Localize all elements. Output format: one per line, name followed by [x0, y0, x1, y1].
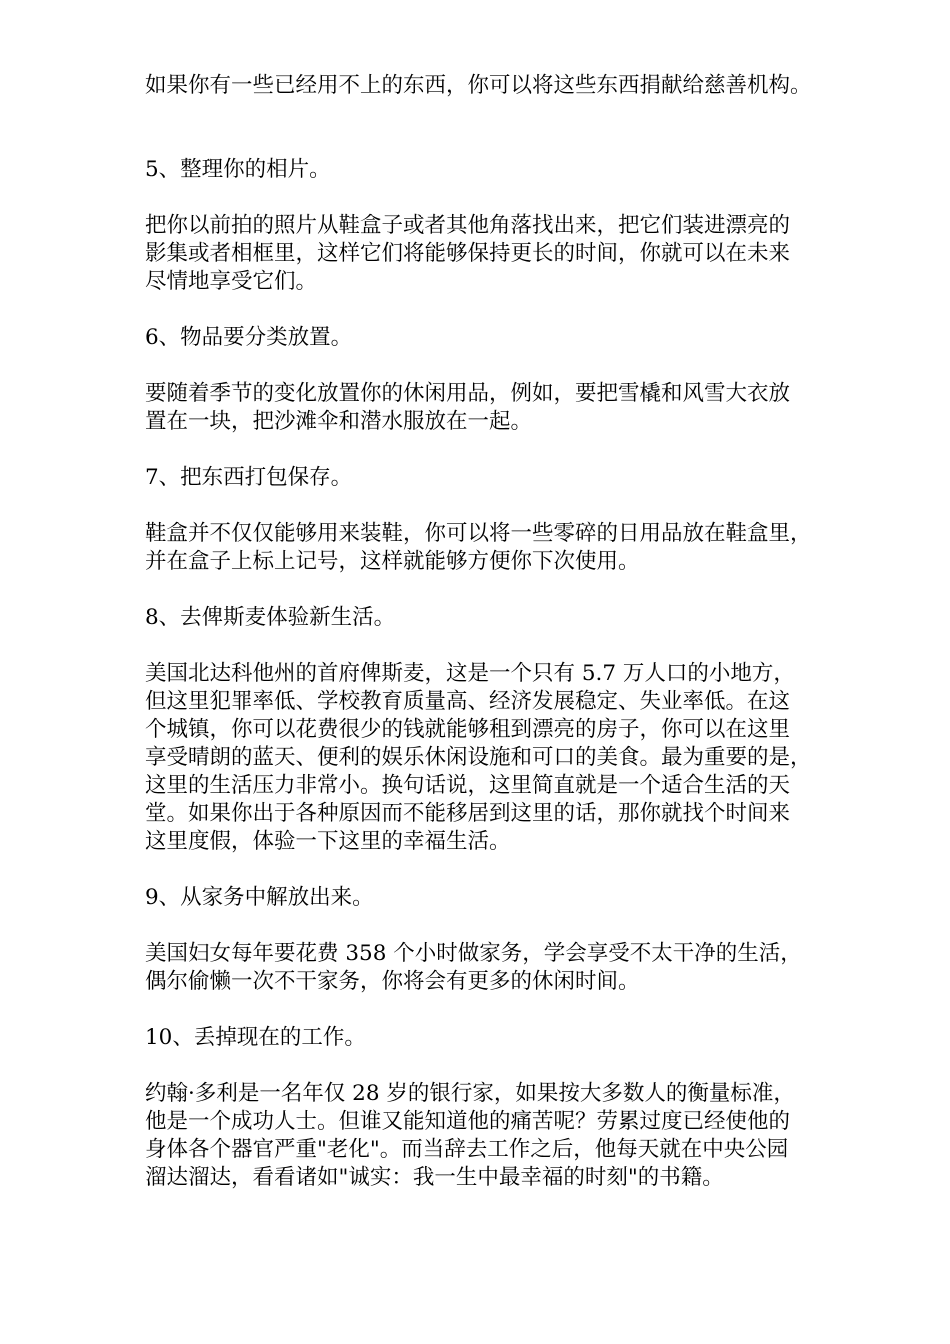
paragraph-line: 但这里犯罪率低、学校教育质量高、经济发展稳定、失业率低。在这: [145, 689, 791, 714]
paragraph-line: 美国北达科他州的首府俾斯麦，这是一个只有 5.7 万人口的小地方，: [145, 661, 795, 686]
paragraph-line: 约翰·多利是一名年仅 28 岁的银行家，如果按大多数人的衡量标准，: [145, 1081, 795, 1106]
paragraph-line: 影集或者相框里，这样它们将能够保持更长的时间，你就可以在未来: [145, 241, 791, 266]
paragraph-line: 偶尔偷懒一次不干家务，你将会有更多的休闲时间。: [145, 969, 640, 994]
paragraph-line: 这里的生活压力非常小。换句话说，这里简直就是一个适合生活的天: [145, 773, 791, 798]
section-heading: 6、物品要分类放置。: [145, 325, 353, 350]
spacer: [145, 296, 875, 324]
paragraph-line: 身体各个器官严重"老化"。而当辞去工作之后，他每天就在中央公园: [145, 1137, 789, 1162]
paragraph-line: 溜达溜达，看看诸如"诚实：我一生中最幸福的时刻"的书籍。: [145, 1165, 724, 1190]
paragraph-line: 这里度假，体验一下这里的幸福生活。: [145, 829, 511, 854]
paragraph-line: 个城镇，你可以花费很少的钱就能够租到漂亮的房子，你可以在这里: [145, 717, 791, 742]
section-heading: 9、从家务中解放出来。: [145, 885, 374, 910]
spacer: [145, 912, 875, 940]
paragraph-line: 要随着季节的变化放置你的休闲用品，例如，要把雪橇和风雪大衣放: [145, 381, 791, 406]
paragraph-line: 并在盒子上标上记号，这样就能够方便你下次使用。: [145, 549, 640, 574]
spacer: [145, 632, 875, 660]
paragraph-line: 他是一个成功人士。但谁又能知道他的痛苦呢？劳累过度已经使他的: [145, 1109, 791, 1134]
paragraph-line: 享受晴朗的蓝天、便利的娱乐休闲设施和可口的美食。最为重要的是，: [145, 745, 812, 770]
spacer: [145, 436, 875, 464]
paragraph-line: 鞋盒并不仅仅能够用来装鞋，你可以将一些零碎的日用品放在鞋盒里，: [145, 521, 812, 546]
spacer: [145, 352, 875, 380]
section-heading: 10、丢掉现在的工作。: [145, 1025, 366, 1050]
paragraph-line: 把你以前拍的照片从鞋盒子或者其他角落找出来，把它们装进漂亮的: [145, 213, 791, 238]
spacer: [145, 100, 875, 156]
spacer: [145, 576, 875, 604]
spacer: [145, 856, 875, 884]
section-heading: 5、整理你的相片。: [145, 157, 331, 182]
spacer: [145, 492, 875, 520]
intro-line: 如果你有一些已经用不上的东西，你可以将这些东西捐献给慈善机构。: [145, 73, 812, 98]
document-body: [145, 72, 875, 1192]
spacer: [145, 1052, 875, 1080]
section-heading: 7、把东西打包保存。: [145, 465, 353, 490]
paragraph-line: 美国妇女每年要花费 358 个小时做家务，学会享受不太干净的生活，: [145, 941, 802, 966]
spacer: [145, 184, 875, 212]
paragraph-line: 置在一块，把沙滩伞和潜水服放在一起。: [145, 409, 533, 434]
paragraph-line: 堂。如果你出于各种原因而不能移居到这里的话，那你就找个时间来: [145, 801, 791, 826]
section-heading: 8、去俾斯麦体验新生活。: [145, 605, 396, 630]
spacer: [145, 996, 875, 1024]
paragraph-line: 尽情地享受它们。: [145, 269, 318, 294]
